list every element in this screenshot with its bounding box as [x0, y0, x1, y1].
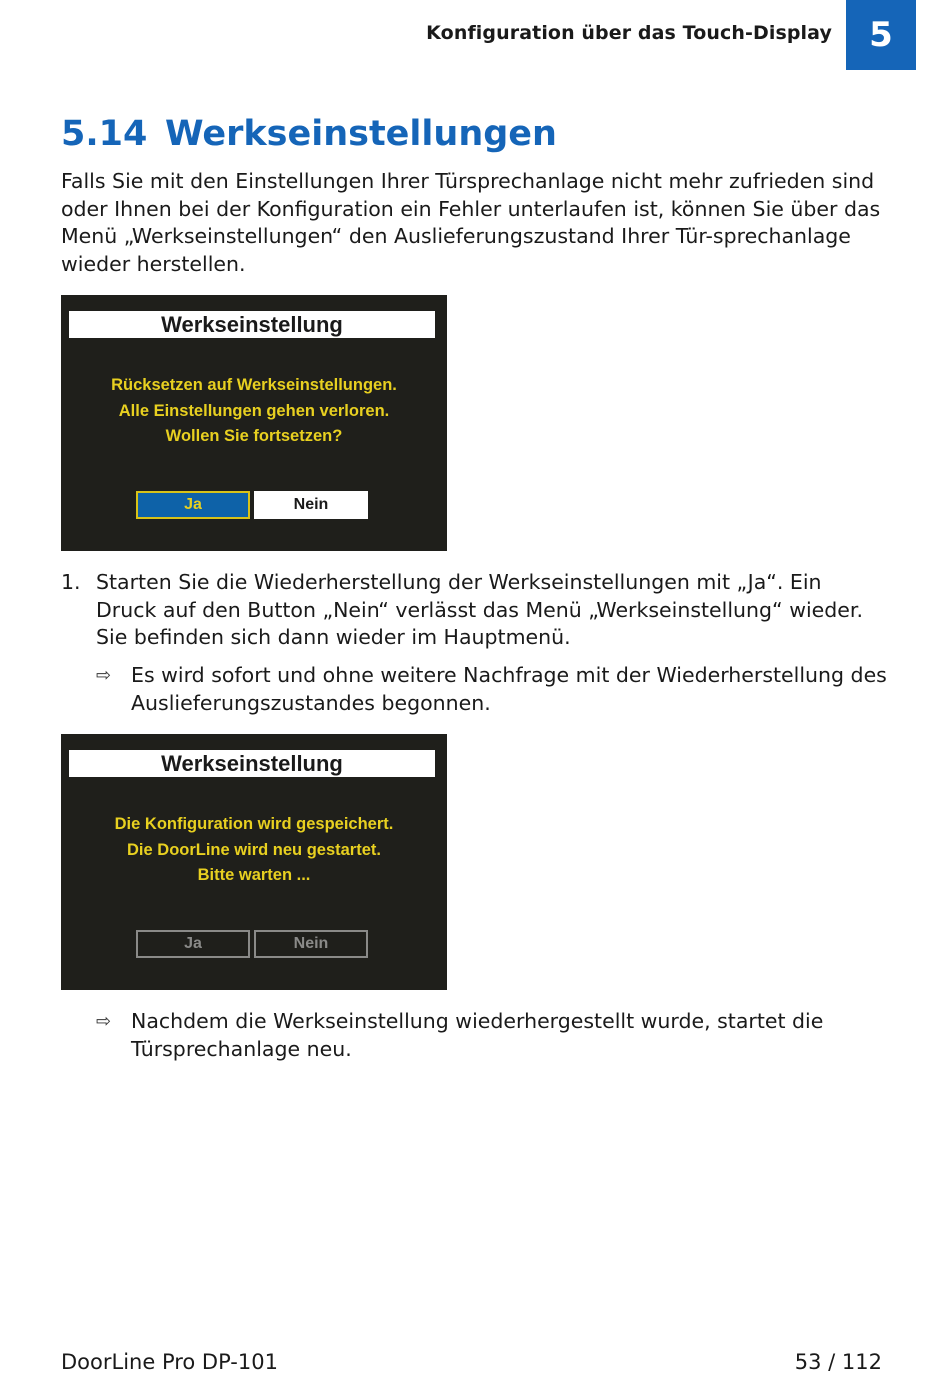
screen-message	[61, 812, 447, 889]
yes-button[interactable]: Ja	[136, 491, 250, 519]
step-number: 1.	[61, 570, 81, 594]
result-arrow-icon: ⇨	[96, 1011, 112, 1032]
no-button[interactable]: Nein	[254, 491, 368, 519]
footer-page-number: 53 / 112	[794, 1350, 882, 1374]
result-arrow-icon: ⇨	[96, 665, 112, 686]
message-line: Die Konfiguration wird gespeichert.	[114, 815, 394, 833]
screen-title-bar: Werkseinstellung	[69, 311, 435, 338]
yes-button-disabled: Ja	[136, 930, 250, 958]
screen-title-bar: Werkseinstellung	[69, 750, 435, 777]
section-title-text: Werkseinstellungen	[165, 114, 557, 154]
message-line: Rücksetzen auf Werkseinstellungen.	[111, 376, 397, 394]
device-screen-confirm	[61, 295, 447, 551]
device-screen-restarting	[61, 734, 447, 990]
running-header-title: Konfiguration über das Touch-Display	[426, 22, 832, 44]
screen-message	[61, 373, 447, 450]
footer-product-name: DoorLine Pro DP-101	[61, 1350, 278, 1374]
intro-paragraph: Falls Sie mit den Einstellungen Ihrer Türsprechanlage nicht mehr zufrieden sind oder Ihnen bei der Konfiguration ein Fehler unterlaufen ist, können Sie über das Menü „Werkseinstellungen“ den Auslieferungszustand Ihrer Tür-sprechanlage wieder herstellen.	[61, 169, 881, 276]
step-text: Starten Sie die Wiederherstellung der Werkseinstellungen mit „Ja“. Ein Druck auf den Button „Nein“ verlässt das Menü „Werkseinstellung“ wieder. Sie befinden sich dann wieder im Hauptmenü.	[96, 570, 863, 649]
step-result-text: Es wird sofort und ohne weitere Nachfrage mit der Wiederherstellung des Auslieferungszustandes begonnen.	[131, 663, 887, 715]
final-result-text: Nachdem die Werkseinstellung wiederhergestellt wurde, startet die Türsprechanlage neu.	[131, 1009, 824, 1061]
message-line: Alle Einstellungen gehen verloren.	[118, 401, 390, 420]
message-line: Wollen Sie fortsetzen?	[165, 427, 343, 445]
section-heading	[61, 114, 557, 154]
no-button-disabled: Nein	[254, 930, 368, 958]
section-number: 5.14	[61, 114, 148, 154]
message-line: Bitte warten ...	[197, 866, 311, 884]
message-line: Die DoorLine wird neu gestartet.	[127, 840, 381, 859]
chapter-number-tab: 5	[846, 0, 916, 70]
